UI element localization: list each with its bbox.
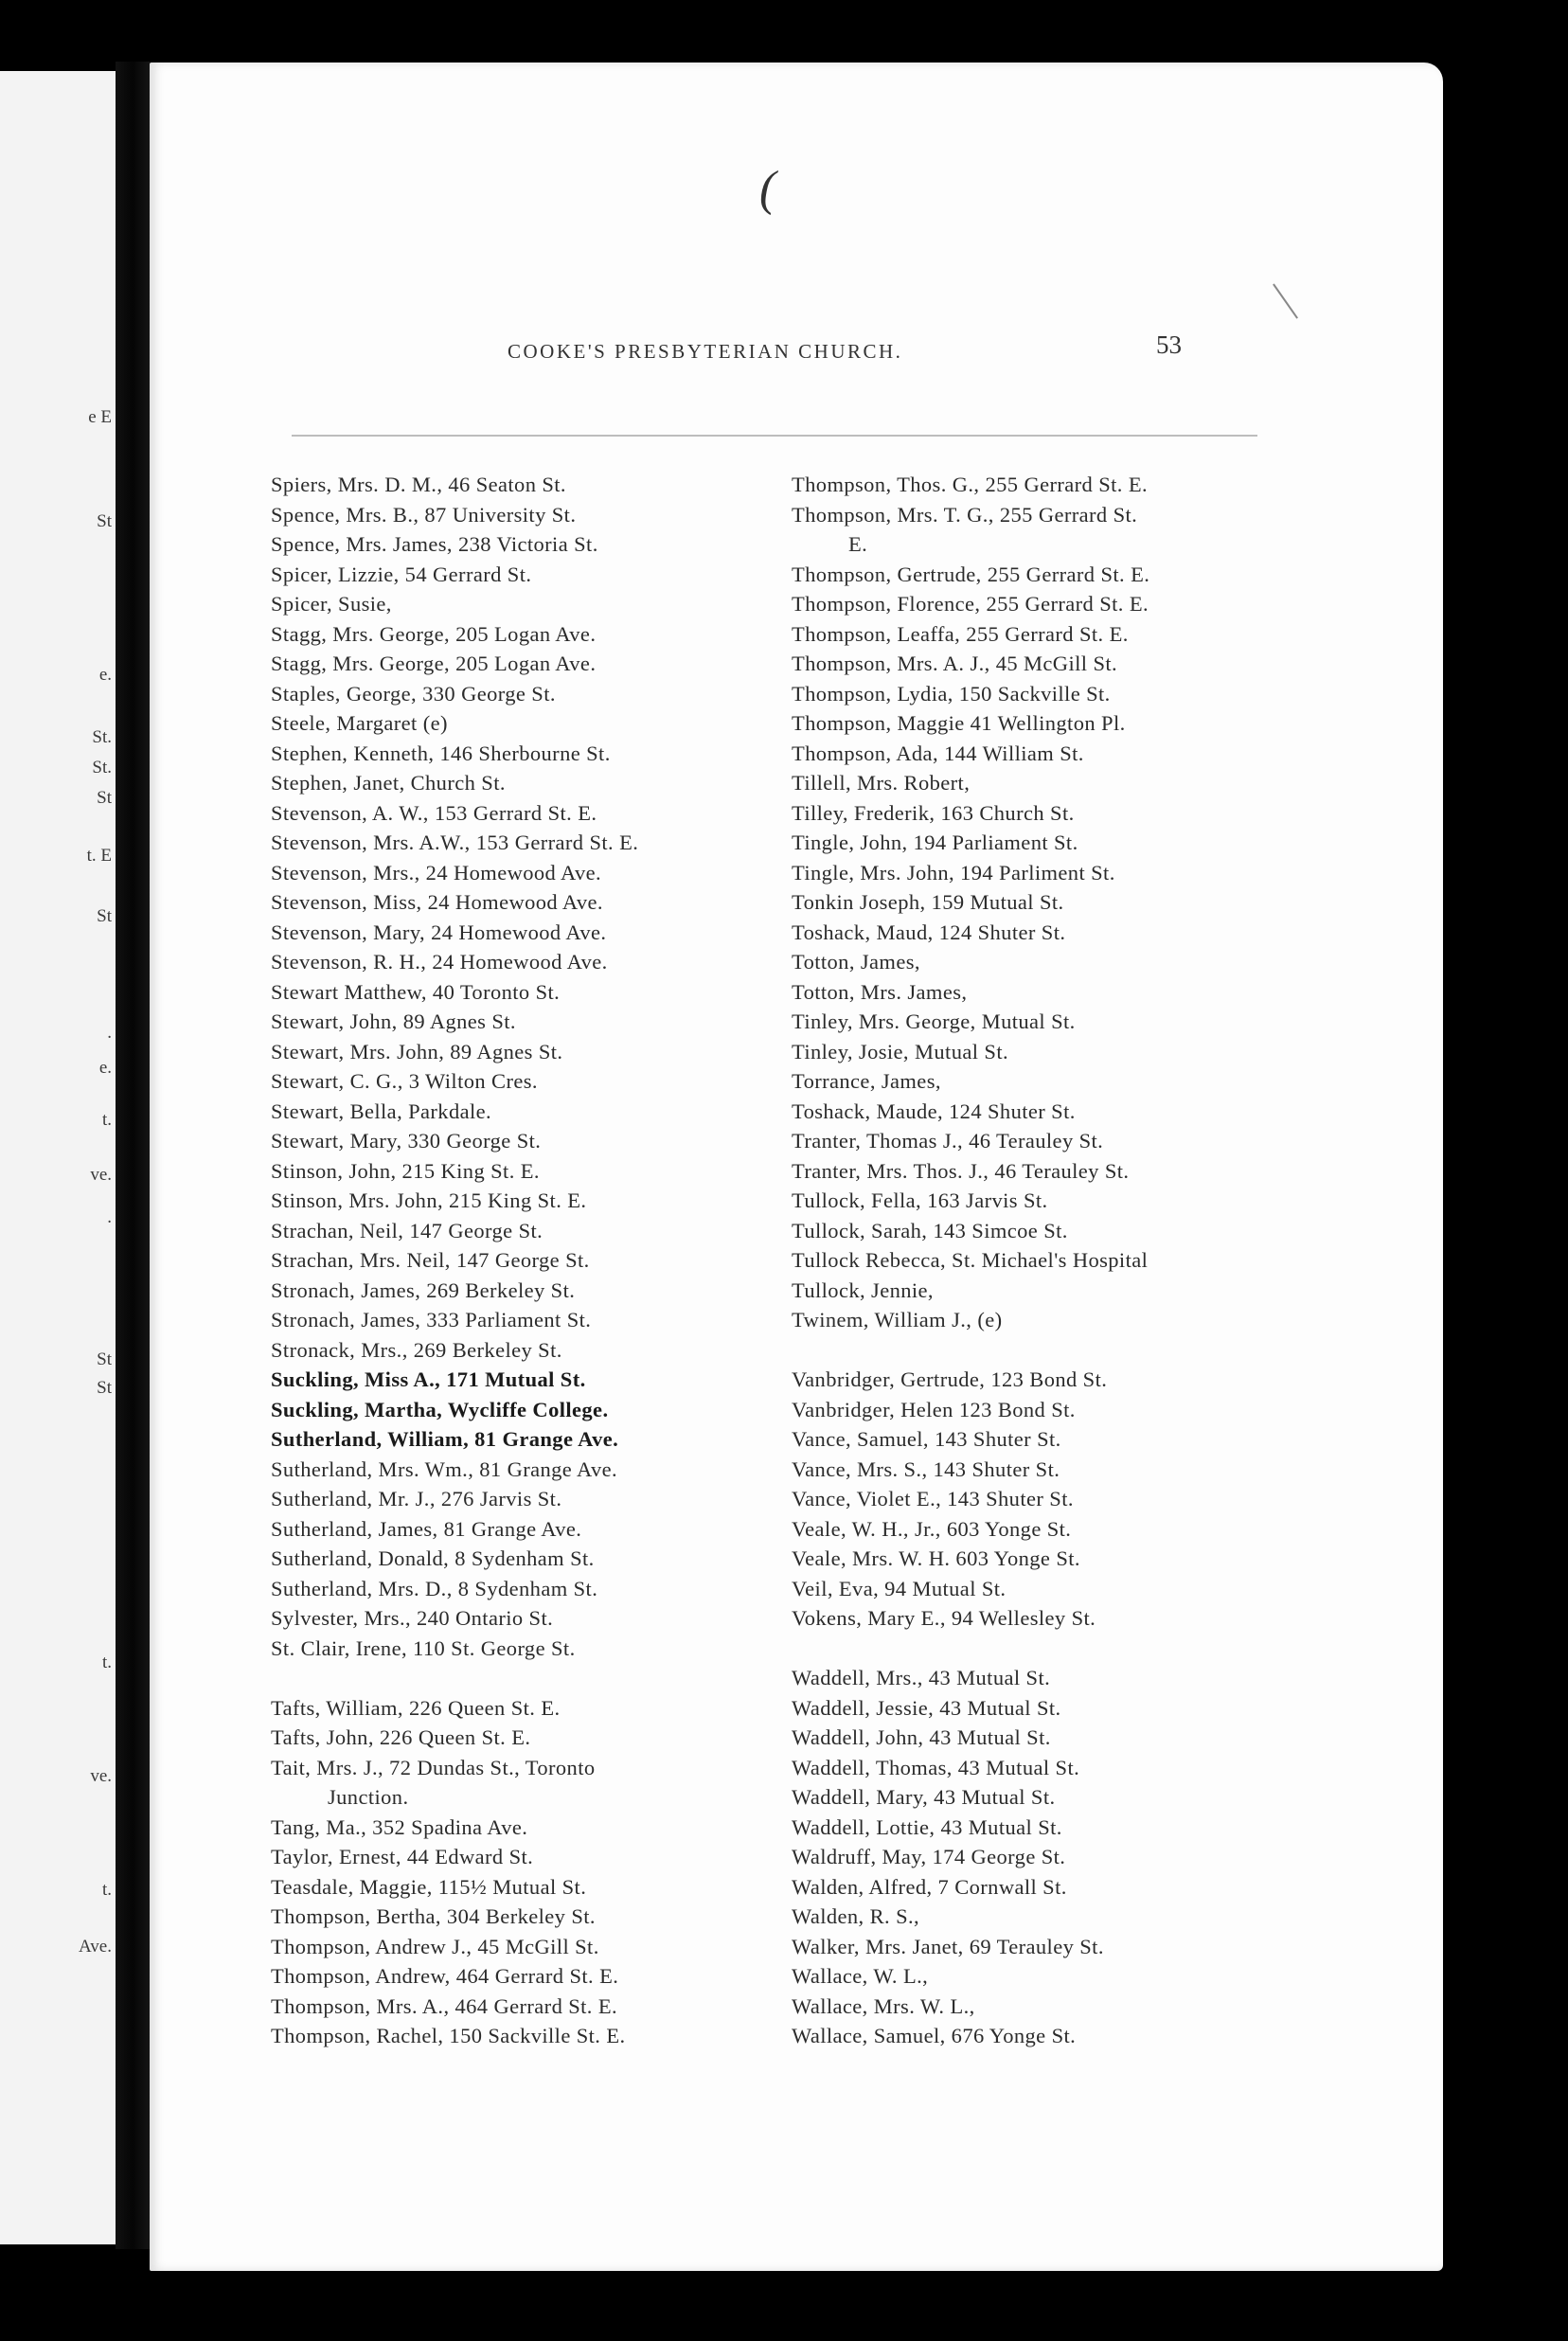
directory-entry: Vanbridger, Helen 123 Bond St. <box>792 1397 1076 1421</box>
directory-entry: Stewart, Bella, Parkdale. <box>271 1099 492 1123</box>
directory-entry: Toshack, Maude, 124 Shuter St. <box>792 1099 1076 1123</box>
directory-entry-continuation: E. <box>848 532 868 556</box>
directory-entry: Walden, Alfred, 7 Cornwall St. <box>792 1874 1067 1899</box>
directory-entry: Steele, Margaret (e) <box>271 711 448 735</box>
directory-entry: Tilley, Frederik, 163 Church St. <box>792 800 1075 825</box>
directory-entry: Tafts, John, 226 Queen St. E. <box>271 1725 531 1749</box>
facing-page-fragment: St <box>97 788 112 808</box>
directory-entry: Vokens, Mary E., 94 Wellesley St. <box>792 1606 1096 1630</box>
directory-entry: Sutherland, Mrs. D., 8 Sydenham St. <box>271 1576 598 1600</box>
directory-entry: Sutherland, Mrs. Wm., 81 Grange Ave. <box>271 1456 618 1481</box>
directory-entry: Thompson, Lydia, 150 Sackville St. <box>792 681 1111 706</box>
directory-entry: Strachan, Neil, 147 George St. <box>271 1218 543 1242</box>
facing-page-fragment: Ave. <box>79 1937 112 1957</box>
directory-entry: Thompson, Mrs. A., 464 Gerrard St. E. <box>271 1993 618 2018</box>
directory-entry: Stewart Matthew, 40 Toronto St. <box>271 979 561 1004</box>
directory-entry: Thompson, Gertrude, 255 Gerrard St. E. <box>792 562 1150 586</box>
directory-entry: Veale, W. H., Jr., 603 Yonge St. <box>792 1516 1072 1541</box>
directory-entry: Stevenson, Mary, 24 Homewood Ave. <box>271 920 607 944</box>
header-rule <box>292 435 1257 437</box>
facing-page-fragment: e E <box>88 407 112 427</box>
directory-entry: Tullock, Jennie, <box>792 1278 934 1302</box>
directory-entry: Stevenson, Mrs. A.W., 153 Gerrard St. E. <box>271 831 639 854</box>
directory-entry: Thompson, Rachel, 150 Sackville St. E. <box>271 2024 626 2047</box>
directory-entry: Stevenson, Mrs., 24 Homewood Ave. <box>271 860 602 885</box>
directory-entry: Spicer, Lizzie, 54 Gerrard St. <box>271 562 532 586</box>
directory-entry: Stewart, Mary, 330 George St. <box>271 1129 542 1153</box>
directory-entry: Waldruff, May, 174 George St. <box>792 1845 1066 1868</box>
facing-page-fragment: . <box>107 1207 112 1227</box>
directory-entry: Stewart, Mrs. John, 89 Agnes St. <box>271 1039 563 1063</box>
ink-mark: ( <box>759 162 776 216</box>
directory-entry: Vance, Mrs. S., 143 Shuter St. <box>792 1456 1060 1481</box>
directory-entry: Tullock, Sarah, 143 Simcoe St. <box>792 1218 1068 1242</box>
directory-entry: Thompson, Bertha, 304 Berkeley St. <box>271 1904 596 1928</box>
left-column <box>271 470 744 2051</box>
directory-entry: St. Clair, Irene, 110 St. George St. <box>271 1635 576 1660</box>
directory-entry: Veale, Mrs. W. H. 603 Yonge St. <box>792 1546 1080 1570</box>
directory-entry: Tingle, John, 194 Parliament St. <box>792 831 1078 854</box>
section-gap <box>792 1335 1303 1366</box>
directory-entry: Suckling, Martha, Wycliffe College. <box>271 1397 609 1421</box>
directory-entry: Thompson, Leaffa, 255 Gerrard St. E. <box>792 621 1129 646</box>
directory-entry: Walden, R. S., <box>792 1904 920 1928</box>
page-header <box>150 321 1443 368</box>
facing-page-fragment: t. <box>101 1110 112 1130</box>
facing-page-fragment: t. E <box>86 846 112 866</box>
directory-page <box>150 63 1443 2271</box>
directory-entry: Tonkin Joseph, 159 Mutual St. <box>792 890 1064 914</box>
left-page-edge <box>0 71 116 2244</box>
facing-page-fragment: e. <box>98 665 112 685</box>
directory-entry: Spence, Mrs. B., 87 University St. <box>271 502 577 527</box>
directory-entry: Sutherland, Mr. J., 276 Jarvis St. <box>271 1487 562 1510</box>
facing-page-fragment: ve. <box>90 1165 112 1185</box>
right-column <box>792 470 1303 2051</box>
directory-entry: Tranter, Thomas J., 46 Terauley St. <box>792 1129 1104 1153</box>
directory-entry: Stagg, Mrs. George, 205 Logan Ave. <box>271 621 597 646</box>
directory-entry: Tullock Rebecca, St. Michael's Hospital <box>792 1248 1149 1272</box>
facing-page-fragment: St. <box>92 758 112 777</box>
directory-entry: Spiers, Mrs. D. M., 46 Seaton St. <box>271 473 566 496</box>
directory-entry: Thompson, Andrew J., 45 McGill St. <box>271 1934 599 1958</box>
directory-entry: Waddell, John, 43 Mutual St. <box>792 1725 1051 1749</box>
directory-entry: Stronach, James, 333 Parliament St. <box>271 1308 592 1331</box>
directory-entry: Totton, Mrs. James, <box>792 979 968 1004</box>
directory-entry: Walker, Mrs. Janet, 69 Terauley St. <box>792 1934 1104 1958</box>
running-title: COOKE'S PRESBYTERIAN CHURCH. <box>508 340 903 363</box>
directory-entry: Thompson, Florence, 255 Gerrard St. E. <box>792 592 1149 616</box>
directory-entry: Vance, Samuel, 143 Shuter St. <box>792 1427 1061 1451</box>
page-edge-mark <box>1273 268 1320 318</box>
directory-entry: Stevenson, Miss, 24 Homewood Ave. <box>271 890 603 914</box>
directory-entry: Stinson, Mrs. John, 215 King St. E. <box>271 1188 587 1212</box>
directory-entry: Stagg, Mrs. George, 205 Logan Ave. <box>271 652 597 675</box>
directory-entry: Stevenson, A. W., 153 Gerrard St. E. <box>271 800 597 825</box>
directory-entry: Stronach, James, 269 Berkeley St. <box>271 1278 576 1302</box>
directory-entry: Thompson, Thos. G., 255 Gerrard St. E. <box>792 473 1149 496</box>
book-gutter <box>116 62 150 2249</box>
directory-entry: Stewart, C. G., 3 Wilton Cres. <box>271 1069 538 1093</box>
directory-entry: Thompson, Mrs. T. G., 255 Gerrard St. <box>792 502 1138 527</box>
directory-entry: Sutherland, Donald, 8 Sydenham St. <box>271 1546 595 1570</box>
directory-entry: Waddell, Lottie, 43 Mutual St. <box>792 1814 1062 1839</box>
directory-entry: Tillell, Mrs. Robert, <box>792 771 971 795</box>
directory-entry: Suckling, Miss A., 171 Mutual St. <box>271 1367 586 1391</box>
directory-entry: Vanbridger, Gertrude, 123 Bond St. <box>792 1367 1108 1391</box>
directory-entry: Sutherland, James, 81 Grange Ave. <box>271 1516 582 1541</box>
facing-page-fragment: St <box>97 1349 112 1369</box>
facing-page-fragment: t. <box>101 1880 112 1900</box>
directory-entry: Thompson, Ada, 144 William St. <box>792 741 1084 765</box>
directory-entry: Thompson, Mrs. A. J., 45 McGill St. <box>792 652 1118 675</box>
facing-page-fragment: t. <box>101 1653 112 1672</box>
section-gap <box>792 1634 1303 1664</box>
directory-entry: Stewart, John, 89 Agnes St. <box>271 1010 516 1033</box>
facing-page-fragment: e. <box>98 1058 112 1078</box>
directory-entry: Waddell, Thomas, 43 Mutual St. <box>792 1755 1080 1779</box>
directory-entry: Veil, Eva, 94 Mutual St. <box>792 1576 1007 1600</box>
directory-entry: Staples, George, 330 George St. <box>271 681 556 706</box>
directory-entry: Stephen, Kenneth, 146 Sherbourne St. <box>271 741 611 765</box>
facing-page-fragment: St <box>97 1378 112 1398</box>
facing-page-fragment: ve. <box>90 1766 112 1786</box>
directory-entry: Wallace, W. L., <box>792 1964 929 1988</box>
directory-entry: Stevenson, R. H., 24 Homewood Ave. <box>271 950 608 974</box>
directory-entry: Stinson, John, 215 King St. E. <box>271 1158 540 1183</box>
directory-entry: Tranter, Mrs. Thos. J., 46 Terauley St. <box>792 1158 1130 1183</box>
directory-entry: Torrance, James, <box>792 1069 941 1093</box>
directory-entry: Waddell, Jessie, 43 Mutual St. <box>792 1695 1061 1720</box>
directory-entry-continuation: Junction. <box>328 1785 409 1809</box>
directory-entry: Tait, Mrs. J., 72 Dundas St., Toronto <box>271 1755 596 1779</box>
directory-entry: Wallace, Mrs. W. L., <box>792 1993 975 2018</box>
directory-entry: Stephen, Janet, Church St. <box>271 771 506 795</box>
directory-entry: Wallace, Samuel, 676 Yonge St. <box>792 2024 1077 2047</box>
directory-entry: Twinem, William J., (e) <box>792 1308 1003 1331</box>
directory-entry: Strachan, Mrs. Neil, 147 George St. <box>271 1248 590 1272</box>
directory-entry: Toshack, Maud, 124 Shuter St. <box>792 920 1066 944</box>
directory-entry: Vance, Violet E., 143 Shuter St. <box>792 1487 1074 1510</box>
directory-entry: Taylor, Ernest, 44 Edward St. <box>271 1845 534 1868</box>
directory-entry: Sylvester, Mrs., 240 Ontario St. <box>271 1606 554 1630</box>
directory-entry: Thompson, Andrew, 464 Gerrard St. E. <box>271 1964 619 1988</box>
facing-page-fragment: St <box>97 906 112 926</box>
directory-entry: Waddell, Mrs., 43 Mutual St. <box>792 1666 1051 1689</box>
directory-entry: Spence, Mrs. James, 238 Victoria St. <box>271 532 598 556</box>
directory-entry: Spicer, Susie, <box>271 592 392 616</box>
directory-entry: Stronack, Mrs., 269 Berkeley St. <box>271 1337 562 1362</box>
directory-entry: Tullock, Fella, 163 Jarvis St. <box>792 1188 1048 1212</box>
directory-entry: Waddell, Mary, 43 Mutual St. <box>792 1785 1056 1809</box>
directory-entry: Thompson, Maggie 41 Wellington Pl. <box>792 711 1126 735</box>
facing-page-fragment: . <box>107 1023 112 1043</box>
page-number: 53 <box>1156 331 1182 359</box>
facing-page-fragment: St <box>97 511 112 531</box>
directory-entry: Tinley, Mrs. George, Mutual St. <box>792 1010 1076 1033</box>
directory-entry: Tang, Ma., 352 Spadina Ave. <box>271 1814 528 1839</box>
directory-entry: Tingle, Mrs. John, 194 Parliment St. <box>792 860 1115 885</box>
directory-entry: Tinley, Josie, Mutual St. <box>792 1039 1008 1063</box>
facing-page-fragment: St. <box>92 727 112 747</box>
section-gap <box>271 1663 744 1693</box>
directory-entry: Sutherland, William, 81 Grange Ave. <box>271 1427 619 1451</box>
directory-entry: Totton, James, <box>792 950 920 974</box>
directory-entry: Tafts, William, 226 Queen St. E. <box>271 1695 561 1720</box>
directory-entry: Teasdale, Maggie, 115½ Mutual St. <box>271 1874 587 1899</box>
